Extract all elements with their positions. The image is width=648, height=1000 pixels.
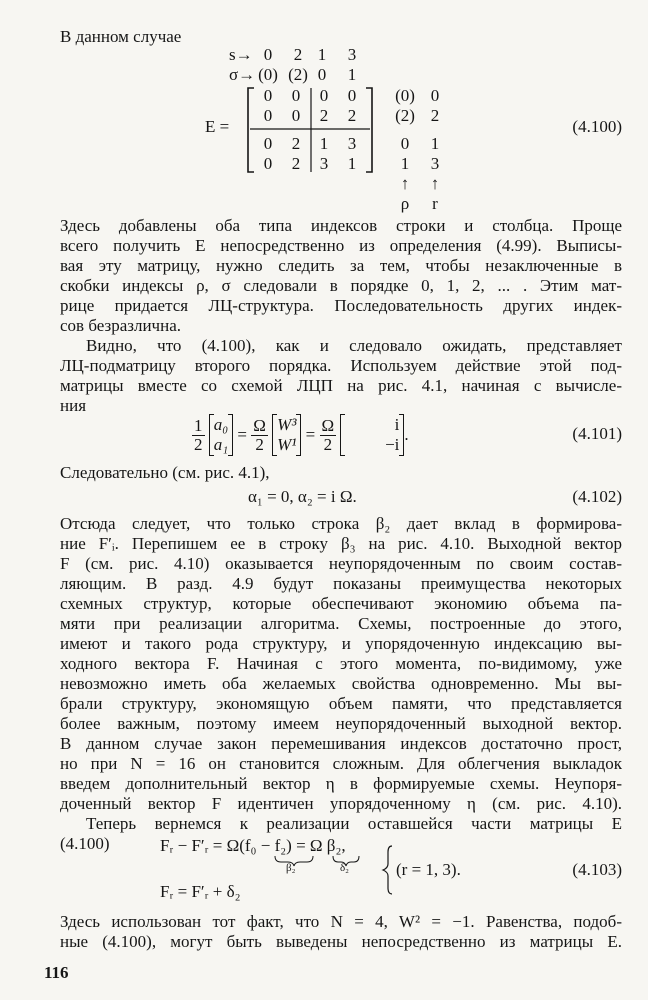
matrix-cell: 0: [347, 86, 357, 105]
text-line: скобки индексы ρ, σ следовали в порядке 0, 1, 2, ... . Этим мат-: [60, 276, 622, 295]
fraction-numerator: Ω: [321, 415, 335, 435]
s-index-value: 3: [347, 45, 357, 64]
text-line: схемных структур, которые обеспечивают экономию объема па-: [60, 594, 622, 613]
vector-a0: a₀: [213, 415, 229, 434]
matrix-cell: 3: [319, 154, 329, 173]
matrix-cell: 0: [263, 86, 273, 105]
matrix-cell: 3: [347, 134, 357, 153]
matrix-cell: 1: [319, 134, 329, 153]
text-line: матрицы вместе со схемой ЛЦП на рис. 4.1, начиная с вычисле-: [60, 376, 622, 395]
text-line: В данном случае закон перемешивания индексов достаточно прост,: [60, 734, 622, 753]
text-line: ЛЦ-подматрицу второго порядка. Используем действие этой под-: [60, 356, 622, 375]
text-line: ние F′ᵢ. Перепишем ее в строку β₃ на рис. 4.10. Выходной вектор: [60, 534, 622, 553]
s-index-value: 2: [293, 45, 303, 64]
matrix-cell: 0: [291, 106, 301, 125]
equation-4-103-line2: Fᵣ = F′ᵣ + δ₂: [160, 882, 241, 901]
equation-condition: (r = 1, 3).: [396, 860, 461, 879]
equation-4-101: $\frac{1}{2}$ a₀ a₁ = $\frac{\Omega}{2}$ W³ W¹ = $\frac{\Omega}{2}$ i −i .: [194, 415, 409, 454]
text-line: ния: [60, 396, 87, 415]
matrix-cell: 1: [347, 154, 357, 173]
sigma-index-value: (2): [288, 65, 308, 84]
matrix-cell: 2: [319, 106, 329, 125]
r-index: 1: [430, 134, 440, 153]
arrow-up-icon: ↑: [430, 174, 440, 193]
text-line: ные (4.100), могут быть выведены непосредственно из матрицы E.: [60, 932, 622, 951]
r-index: 3: [430, 154, 440, 173]
equation-number: (4.101): [572, 424, 622, 443]
fraction-numerator: Ω: [253, 415, 266, 435]
i-top: i: [394, 415, 400, 434]
matrix-cell: 0: [263, 106, 273, 125]
rho-index: 1: [400, 154, 410, 173]
arrow-up-icon: ↑: [400, 174, 410, 193]
s-index-value: 1: [317, 45, 327, 64]
sigma-index-label: σ→: [229, 65, 256, 84]
rho-index: (2): [395, 106, 415, 125]
text-line: вая эту матрицу, нужно следить за тем, чтобы незаключенные в: [60, 256, 622, 275]
matrix-cell: 2: [291, 154, 301, 173]
text-line: мяти при реализации алгоритма. Схемы, построенные до этого,: [60, 614, 622, 633]
text-line: рице придается ЛЦ-структура. Последовательность других индек-: [60, 296, 622, 315]
matrix-cell: 2: [291, 134, 301, 153]
text-line: F (см. рис. 4.10) оказывается неупорядоченным по своим состав-: [60, 554, 622, 573]
text-line: всего получить E непосредственно из определения (4.99). Выписы-: [60, 236, 622, 255]
text-line: брали структуру, экономящую объем памяти, что представляется: [60, 694, 622, 713]
equation-4-102: α₁ = 0, α₂ = i Ω.: [248, 487, 357, 506]
i-bottom: −i: [385, 435, 400, 454]
text-line: Видно, что (4.100), как и следовало ожидать, представляет: [86, 336, 622, 355]
matrix-cell: 2: [347, 106, 357, 125]
text-line: невозможно иметь оба желаемых свойства одновременно. Мы вы-: [60, 674, 622, 693]
w-first: W¹: [277, 435, 297, 454]
equation-number: (4.102): [572, 487, 622, 506]
s-index-value: 0: [263, 45, 273, 64]
text-line: сов безразлична.: [60, 316, 182, 335]
text-line: Здесь добавлены оба типа индексов строки и столбца. Проще: [60, 216, 622, 235]
fraction-denominator: 2: [255, 434, 264, 454]
rho-index: 0: [400, 134, 410, 153]
rho-label: ρ: [400, 194, 410, 213]
sigma-index-value: 1: [347, 65, 357, 84]
vector-a1: a₁: [213, 435, 229, 454]
text-line: более важным, поэтому имеем неупорядоченный выходной вектор.: [60, 714, 622, 733]
page-number: 116: [44, 963, 69, 982]
matrix-cell: 0: [263, 154, 273, 173]
fraction-denominator: 2: [323, 434, 333, 454]
matrix-cell: 0: [291, 86, 301, 105]
text-line: Теперь вернемся к реализации оставшейся части матрицы E: [86, 814, 622, 833]
text-line: Следовательно (см. рис. 4.1),: [60, 463, 270, 482]
matrix-cell: 0: [263, 134, 273, 153]
text-line: ляющим. В разд. 4.9 будут показаны преимущества некоторых: [60, 574, 622, 593]
text-line: но при N = 16 он становится сложным. Для облегчения выкладок: [60, 754, 622, 773]
w-cubed: W³: [277, 415, 297, 434]
text-line: Отсюда следует, что только строка β₂ дает вклад в формирова-: [60, 514, 622, 533]
underbrace-label-delta: δ₂: [340, 862, 350, 874]
text-line: доченный вектор F идентичен упорядоченному η (см. рис. 4.10).: [60, 794, 622, 813]
fraction-denominator: 2: [194, 434, 203, 454]
s-index-label: s→: [229, 45, 253, 64]
matrix-cell: 0: [319, 86, 329, 105]
matrix-lhs: E =: [205, 117, 230, 136]
sigma-index-value: (0): [258, 65, 278, 84]
text-line: ходного вектора F. Начиная с этого момента, по-видимому, уже: [60, 654, 622, 673]
r-index: 2: [430, 106, 440, 125]
equation-number: (4.100): [572, 117, 622, 136]
r-label: r: [432, 194, 438, 213]
intro-text: В данном случае: [60, 27, 182, 46]
equation-number: (4.103): [572, 860, 622, 879]
rho-index: (0): [395, 86, 415, 105]
r-index: 0: [430, 86, 440, 105]
text-line: имеют и такого рода структуру, и упорядоченную индексацию вы-: [60, 634, 622, 653]
text-line: Здесь использован тот факт, что N = 4, W² = −1. Равенства, подоб-: [60, 912, 622, 931]
sigma-index-value: 0: [317, 65, 327, 84]
underbrace-label-beta: β₂: [286, 862, 296, 874]
fraction-numerator: 1: [194, 415, 203, 435]
text-line: введем дополнительный вектор η в формируемые схемы. Неупоря-: [60, 774, 622, 793]
equation-4-103-line1: Fᵣ − F′ᵣ = Ω(f₀ − f₂) = Ω β₂,: [160, 836, 346, 855]
text-line: (4.100): [60, 834, 110, 853]
